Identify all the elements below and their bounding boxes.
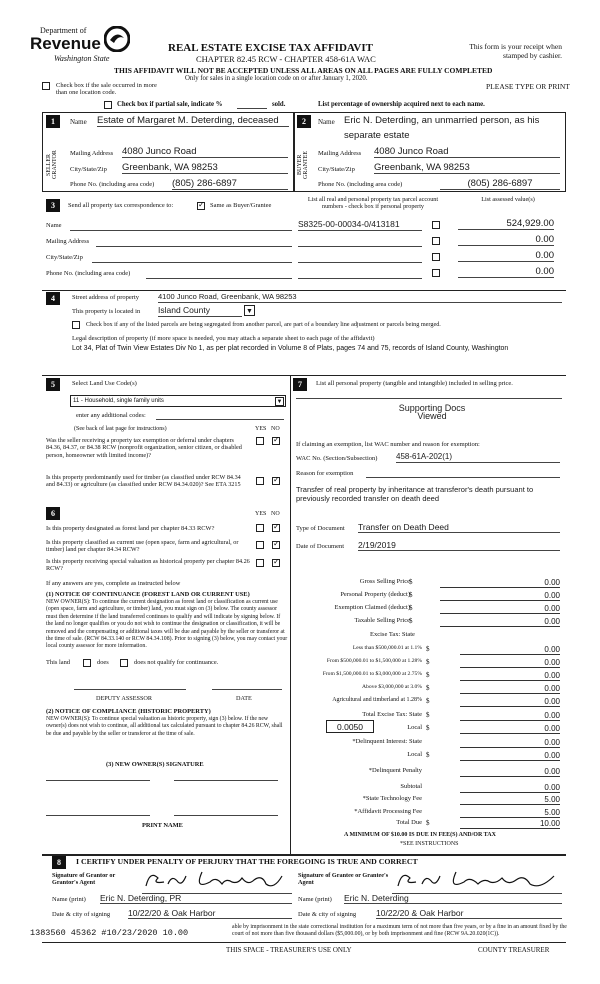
see-instructions: *SEE INSTRUCTIONS xyxy=(400,841,459,847)
s5-yes-label: YES xyxy=(255,426,267,432)
exemption-claim-label: If claiming an exemption, list WAC number and reason for exemption: xyxy=(296,441,480,448)
excise-state-label: Excise Tax: State xyxy=(370,631,415,638)
personal-property-label: List all personal property (tangible and intangible) included in selling price. xyxy=(316,380,513,387)
dollar-sign: $ xyxy=(426,697,430,705)
dollar-sign: $ xyxy=(426,751,430,759)
dollar-sign: $ xyxy=(426,658,430,666)
tier1-value[interactable]: 0.00 xyxy=(460,645,560,655)
grantor-sig-label: Signature of Grantor or Grantor's Agent xyxy=(52,872,116,886)
assessed-value-4[interactable]: 0.00 xyxy=(458,266,554,278)
s5-q1-no[interactable] xyxy=(272,437,280,445)
tech-value[interactable]: 5.00 xyxy=(460,795,560,805)
land-use-value: 11 - Household, single family units xyxy=(73,398,164,404)
dept-line3: Washington State xyxy=(54,54,110,63)
personal-property-checkbox-3[interactable] xyxy=(432,253,440,261)
s3-phone-field[interactable] xyxy=(146,278,292,279)
seller-phone-field[interactable]: (805) 286-6897 xyxy=(172,178,288,190)
deputy-label: DEPUTY ASSESSOR xyxy=(96,695,152,702)
tier4-label: Above $3,000,000 at 3.0% xyxy=(362,684,422,690)
segregated-checkbox[interactable] xyxy=(72,321,80,329)
deputy-sig-line[interactable] xyxy=(74,689,186,690)
grantor-date-field[interactable]: 10/22/20 & Oak Harbor xyxy=(128,908,292,919)
print-name-line-2[interactable] xyxy=(174,815,278,816)
form-title: REAL ESTATE EXCISE TAX AFFIDAVIT xyxy=(168,42,373,54)
type-print: PLEASE TYPE OR PRINT xyxy=(486,82,570,91)
s6-q2: Is this property classified as current use (open space, farm and agricultural, or timber) land per chapter 84.34 RCW? xyxy=(46,539,239,554)
s6-q2-no[interactable] xyxy=(272,541,280,549)
sold-label: sold. xyxy=(272,101,286,108)
personal-label: Personal Property (deduct) xyxy=(340,591,410,598)
parcel-field-1[interactable]: S8325-00-00034-0/413181 xyxy=(298,219,422,231)
section-1-number: 1 xyxy=(46,115,60,128)
print-name-line[interactable] xyxy=(46,815,150,816)
section-8-line xyxy=(42,854,566,856)
dept-line1: Department of xyxy=(40,26,87,35)
parcel-field-3[interactable] xyxy=(298,262,422,263)
warning-text: THIS AFFIDAVIT WILL NOT BE ACCEPTED UNLESS ALL AREAS ON ALL PAGES ARE FULLY COMPLETED xyxy=(114,66,493,75)
buyer-mailing-label: Mailing Address xyxy=(318,150,362,157)
tax-row-tier3 xyxy=(292,671,570,681)
buyer-phone-label: Phone No. (including area code) xyxy=(318,181,403,188)
land-does-checkbox[interactable] xyxy=(83,659,91,667)
taxable-value[interactable]: 0.00 xyxy=(440,617,560,627)
personal-property-checkbox-2[interactable] xyxy=(432,237,440,245)
s5-q1: Was the seller receiving a property tax exemption or deferral under chapters 84.36, 84.37, or 84.38 RCW (nonprofit organization, senior citizen, or disabled person, homeowner with limited income)? xyxy=(46,437,242,459)
value-header: List assessed value(s) xyxy=(481,196,535,203)
s5-no-label: NO xyxy=(271,426,280,432)
delinq-penalty-value[interactable]: 0.00 xyxy=(460,767,560,777)
personal-value[interactable]: 0.00 xyxy=(440,591,560,601)
land-does-not-checkbox[interactable] xyxy=(120,659,128,667)
ag-value[interactable]: 0.00 xyxy=(460,697,560,707)
s3-mailing-field[interactable] xyxy=(96,246,292,247)
land-does-not-label: does not qualify for continuance. xyxy=(134,659,219,666)
section-5-number: 5 xyxy=(46,378,60,391)
doc-type-label: Type of Document xyxy=(296,525,345,532)
dollar-sign: $ xyxy=(409,591,413,599)
parcel-field-4[interactable] xyxy=(298,278,422,279)
gross-value[interactable]: 0.00 xyxy=(440,578,560,588)
dor-swirl-icon xyxy=(104,26,130,52)
land-use-label: Select Land Use Code(s) xyxy=(72,380,137,387)
located-label: This property is located in xyxy=(72,308,141,315)
minimum-note: A MINIMUM OF $10.00 IS DUE IN FEE(S) AND/OR TAX xyxy=(344,832,496,838)
dollar-sign: $ xyxy=(426,684,430,692)
parcel-field-2[interactable] xyxy=(298,246,422,247)
partial-sale-checkbox[interactable] xyxy=(104,101,112,109)
dollar-sign: $ xyxy=(426,671,430,679)
notice1-title: (1) NOTICE OF CONTINUANCE (FOREST LAND OR CURRENT USE) xyxy=(46,591,250,598)
send-correspondence-label: Send all property tax correspondence to: xyxy=(68,202,174,209)
tier2-value[interactable]: 0.00 xyxy=(460,658,560,668)
new-owner-sig-line[interactable] xyxy=(46,780,150,781)
wac-label: WAC No. (Section/Subsection) xyxy=(296,455,378,462)
s5-q2-yes[interactable] xyxy=(256,477,264,485)
subtotal-label: Subtotal xyxy=(400,783,422,790)
dollar-sign: $ xyxy=(409,578,413,586)
land-does-label: does xyxy=(97,659,109,666)
new-owner-sig-label: (3) NEW OWNER(S) SIGNATURE xyxy=(106,761,204,768)
s6-q3-no[interactable] xyxy=(272,559,280,567)
affidavit-label: *Affidavit Processing Fee xyxy=(354,808,422,815)
tech-label: *State Technology Fee xyxy=(362,795,422,802)
total-due-value[interactable]: 10.00 xyxy=(460,819,560,829)
print-name-label: PRINT NAME xyxy=(142,822,183,829)
seller-city-label: City/State/Zip xyxy=(70,166,107,173)
certify-text: I CERTIFY UNDER PENALTY OF PERJURY THAT THE FOREGOING IS TRUE AND CORRECT xyxy=(76,857,418,866)
tier1-label: Less than $500,000.01 at 1.1% xyxy=(352,645,422,651)
buyer-city-field[interactable]: Greenbank, WA 98253 xyxy=(374,162,560,174)
tax-row-gross xyxy=(292,578,570,588)
buyer-side-label: BUYER GRANTEE xyxy=(297,151,309,179)
s5-q2: Is this property predominantly used for timber (as classified under RCW 84.34 and 84.33) or agriculture (as classified under RCW 84.34.020)? See ETA 3215 xyxy=(46,474,241,489)
grantor-name-label: Name (print) xyxy=(52,896,86,903)
land-use-select[interactable] xyxy=(70,395,286,407)
tax-row-tier1 xyxy=(292,645,570,655)
this-land-label: This land xyxy=(46,659,70,666)
exemption-label: Exemption Claimed (deduct) xyxy=(334,604,410,611)
ag-label: Agricultural and timberland at 1.28% xyxy=(332,697,422,703)
tier3-label: From $1,500,000.01 to $3,000,000 at 2.75% xyxy=(322,671,422,677)
percentage-label: List percentage of ownership acquired next to each name. xyxy=(318,101,485,108)
reason-label: Reason for exemption xyxy=(296,470,354,477)
new-owner-sig-line-2[interactable] xyxy=(174,780,278,781)
total-due-label: Total Due xyxy=(396,819,422,826)
grantee-signature-scribble xyxy=(392,866,562,892)
local-rate-box[interactable]: 0.0050 xyxy=(326,720,374,733)
legal-description[interactable]: Lot 34, Plat of Twin View Estates Div No 1, as per plat recorded in Volume 8 of Plats, pages 74 and 75, records of Island County, Washington xyxy=(72,345,509,352)
county-dropdown-icon[interactable]: ▼ xyxy=(244,305,255,316)
tier4-value[interactable]: 0.00 xyxy=(460,684,560,694)
reason-line[interactable] xyxy=(366,477,560,478)
tier3-value[interactable]: 0.00 xyxy=(460,671,560,681)
s6-q3-yes[interactable] xyxy=(256,559,264,567)
taxable-label: Taxable Selling Price xyxy=(354,617,410,624)
multi-location-checkbox[interactable] xyxy=(42,82,50,90)
deputy-date-line[interactable] xyxy=(212,689,282,690)
gross-label: Gross Selling Price xyxy=(359,578,410,585)
grantee-date-field[interactable]: 10/22/20 & Oak Harbor xyxy=(376,908,562,919)
s6-q1-no[interactable] xyxy=(272,524,280,532)
section-7-number: 7 xyxy=(293,378,307,391)
grantee-date-label: Date & city of signing xyxy=(298,911,357,918)
multi-location-label: Check box if the sale occurred in more than one location code. xyxy=(56,82,157,96)
footer-line xyxy=(42,942,566,943)
segregated-label: Check box if any of the listed parcels are being segregated from another parcel, are part of a boundary line adjustment or parcels being merged. xyxy=(86,321,441,328)
local-label: Local xyxy=(407,724,422,731)
see-back-label: (See back of last page for instructions) xyxy=(74,426,167,432)
dollar-sign: $ xyxy=(409,604,413,612)
form-subtitle: CHAPTER 82.45 RCW - CHAPTER 458-61A WAC xyxy=(196,54,376,64)
s6-q1: Is this property designated as forest land per chapter 84.33 RCW? xyxy=(46,525,215,532)
delinq-state-label: *Delinquent Interest: State xyxy=(352,738,422,745)
s3-mailing-label: Mailing Address xyxy=(46,238,90,245)
tier2-label: From $500,000.01 to $1,500,000 at 1.28% xyxy=(326,658,422,664)
dollar-sign: $ xyxy=(426,819,430,827)
s6-q2-yes[interactable] xyxy=(256,541,264,549)
s6-q3: Is this property receiving special valuation as historical property per chapter 84.26 RCW? xyxy=(46,558,250,573)
seller-phone-label: Phone No. (including area code) xyxy=(70,181,155,188)
perjury-note: able by imprisonment in the state correctional institution for a maximum term of not more than five years, or by a fine in an amount fixed by the court of not more than five thousand dollars ($5,000.00), or by both imprisonment and fine (RCW 9A.20.020(1C)). xyxy=(232,924,567,937)
parcel-header: List all real and personal property tax parcel account numbers - check box if personal property xyxy=(307,196,439,210)
legal-label: Legal description of property (if more space is needed, you may attach a separate sheet to each page of the affidavit) xyxy=(72,335,375,342)
county-treasurer: COUNTY TREASURER xyxy=(478,946,550,954)
doc-date-field[interactable]: 2/19/2019 xyxy=(358,540,560,551)
street-field[interactable]: 4100 Junco Road, Greenbank, WA 98253 xyxy=(158,292,562,303)
s5-q1-yes[interactable] xyxy=(256,437,264,445)
receipt-note: This form is your receipt when stamped by cashier. xyxy=(469,42,562,60)
section-8-number: 8 xyxy=(52,856,66,869)
wac-field[interactable]: 458-61A-202(1) xyxy=(396,452,560,463)
partial-sale-label: Check box if partial sale, indicate % xyxy=(117,101,223,108)
tax-row-exemption xyxy=(292,604,570,614)
section-4-number: 4 xyxy=(46,292,60,305)
notice1-body: NEW OWNER(S): To continue the current designation as forest land or classification as current use (open space, farm and agriculture, or timber) land, you must sign on (3) below. The county assessor must then determine if the land transferred continues to qualify and will indicate by signing below. If the land no longer qualifies or you do not wish to continue the designation or classification, it will be removed and the compensating or additional taxes will be due and payable by the seller or transferor at the time of sale. (RCW 84.33.140 or RCW 84.34.108). Prior to signing (3) below, you may contact your local county assessor for more information. xyxy=(46,599,288,650)
treasurer-use: THIS SPACE - TREASURER'S USE ONLY xyxy=(226,946,352,954)
personal-property-checkbox-1[interactable] xyxy=(432,221,440,229)
delinq-local-label: Local xyxy=(407,751,422,758)
section-7-divider xyxy=(290,375,291,855)
notice2-body: NEW OWNER(S): To continue special valuation as historic property, sign (3) below. If the new owner(s) does not wish to continue, all additional tax calculated pursuant to chapter 84.26 RCW, shall be due and payable by the seller or transferor at the time of sale. xyxy=(46,716,283,737)
buyer-name-field[interactable]: Eric N. Deterding, an unmarried person, as his separate estate xyxy=(344,115,540,141)
tax-row-ag xyxy=(292,697,570,707)
tax-row-tech xyxy=(292,795,570,805)
grantor-date-label: Date & city of signing xyxy=(52,911,111,918)
tax-row-delinq-state xyxy=(292,738,570,748)
tax-row-personal xyxy=(292,591,570,601)
s6-q1-yes[interactable] xyxy=(256,524,264,532)
dollar-sign: $ xyxy=(426,711,430,719)
delinq-local-value[interactable]: 0.00 xyxy=(460,751,560,761)
affidavit-value[interactable]: 5.00 xyxy=(460,808,560,818)
deputy-date-label: DATE xyxy=(236,695,252,702)
s6-yes-label: YES xyxy=(255,511,267,517)
dollar-sign: $ xyxy=(426,724,430,732)
if-any-label: If any answers are yes, complete as instructed below xyxy=(46,580,181,587)
total-excise-value[interactable]: 0.00 xyxy=(460,711,560,721)
seller-mailing-field[interactable]: 4080 Junco Road xyxy=(122,146,288,158)
s3-city-field[interactable] xyxy=(92,262,292,263)
section-2-number: 2 xyxy=(297,115,311,128)
assessed-value-1[interactable]: 524,929.00 xyxy=(458,218,554,230)
subtotal-value[interactable]: 0.00 xyxy=(460,783,560,793)
dollar-sign: $ xyxy=(409,617,413,625)
notice2-title: (2) NOTICE OF COMPLIANCE (HISTORIC PROPERTY) xyxy=(46,708,211,715)
grantor-signature-scribble xyxy=(142,868,292,892)
tax-row-affidavit xyxy=(292,808,570,818)
tax-row-tier4 xyxy=(292,684,570,694)
seller-side-label: SELLER GRANTOR xyxy=(46,150,58,180)
section-3-number: 3 xyxy=(46,199,60,212)
grantee-name-label: Name (print) xyxy=(298,896,332,903)
section-4-bar xyxy=(42,290,566,291)
tax-row-local xyxy=(292,724,570,734)
s3-city-label: City/State/Zip xyxy=(46,254,83,261)
section-5-header-line xyxy=(42,375,566,376)
personal-property-line-1[interactable] xyxy=(296,398,562,399)
doc-date-label: Date of Document xyxy=(296,543,345,550)
additional-codes-field[interactable] xyxy=(156,419,284,420)
s3-phone-label: Phone No. (including area code) xyxy=(46,270,131,277)
tax-row-subtotal xyxy=(292,783,570,793)
s5-q2-no[interactable] xyxy=(272,477,280,485)
delinq-state-value[interactable]: 0.00 xyxy=(460,738,560,748)
dept-line2: Revenue xyxy=(30,34,101,53)
assessed-value-2[interactable]: 0.00 xyxy=(458,234,554,246)
grantee-sig-label: Signature of Grantee or Grantee's Agent xyxy=(298,872,389,886)
doc-type-field[interactable]: Transfer on Death Deed xyxy=(358,522,560,533)
grantor-name-field[interactable]: Eric N. Deterding, PR xyxy=(100,893,292,904)
county-select[interactable]: Island County xyxy=(158,305,242,317)
buyer-mailing-field[interactable]: 4080 Junco Road xyxy=(374,146,560,158)
section-6-number: 6 xyxy=(46,507,60,520)
assessed-value-3[interactable]: 0.00 xyxy=(458,250,554,262)
local-value[interactable]: 0.00 xyxy=(460,724,560,734)
tax-row-taxable xyxy=(292,617,570,627)
supporting-docs-stamp: Supporting Docs Viewed xyxy=(398,403,466,421)
tax-row-total-due xyxy=(292,819,570,829)
dor-logo xyxy=(30,26,130,70)
seller-name-label: Name xyxy=(70,118,87,126)
s6-no-label: NO xyxy=(271,511,280,517)
buyer-phone-field[interactable]: (805) 286-6897 xyxy=(440,178,560,190)
receipt-stamp: 1383560 45362 #10/23/2020 10.00 xyxy=(30,928,189,938)
partial-percent-line[interactable] xyxy=(237,108,267,109)
same-as-buyer-label: Same as Buyer/Grantee xyxy=(210,202,272,209)
seller-city-field[interactable]: Greenbank, WA 98253 xyxy=(122,162,288,174)
s3-name-field[interactable] xyxy=(70,230,292,231)
tax-row-delinq-penalty xyxy=(292,767,570,777)
s3-name-label: Name xyxy=(46,222,62,229)
only-for: Only for sales in a single location code on or after January 1, 2020. xyxy=(185,75,368,82)
reason-field[interactable]: Transfer of real property by inheritance at transferor's death pursuant to previously recorded transfer on death deed xyxy=(296,485,534,503)
tax-row-delinq-local xyxy=(292,751,570,761)
additional-codes-label: enter any additional codes: xyxy=(76,412,146,419)
exemption-value[interactable]: 0.00 xyxy=(440,604,560,614)
personal-property-checkbox-4[interactable] xyxy=(432,269,440,277)
buyer-name-label: Name xyxy=(318,118,335,126)
same-as-buyer-checkbox[interactable] xyxy=(197,202,205,210)
tax-row-tier2 xyxy=(292,658,570,668)
dollar-sign: $ xyxy=(426,645,430,653)
land-use-dropdown-icon[interactable]: ▼ xyxy=(276,399,283,405)
street-label: Street address of property xyxy=(72,294,139,301)
grantee-name-field[interactable]: Eric N. Deterding xyxy=(344,893,562,904)
delinq-penalty-label: *Delinquent Penalty xyxy=(368,767,422,774)
buyer-city-label: City/State/Zip xyxy=(318,166,355,173)
seller-mailing-label: Mailing Address xyxy=(70,150,114,157)
seller-name-field[interactable]: Estate of Margaret M. Deterding, deceased xyxy=(97,115,289,127)
total-excise-label: Total Excise Tax: State xyxy=(362,711,422,718)
